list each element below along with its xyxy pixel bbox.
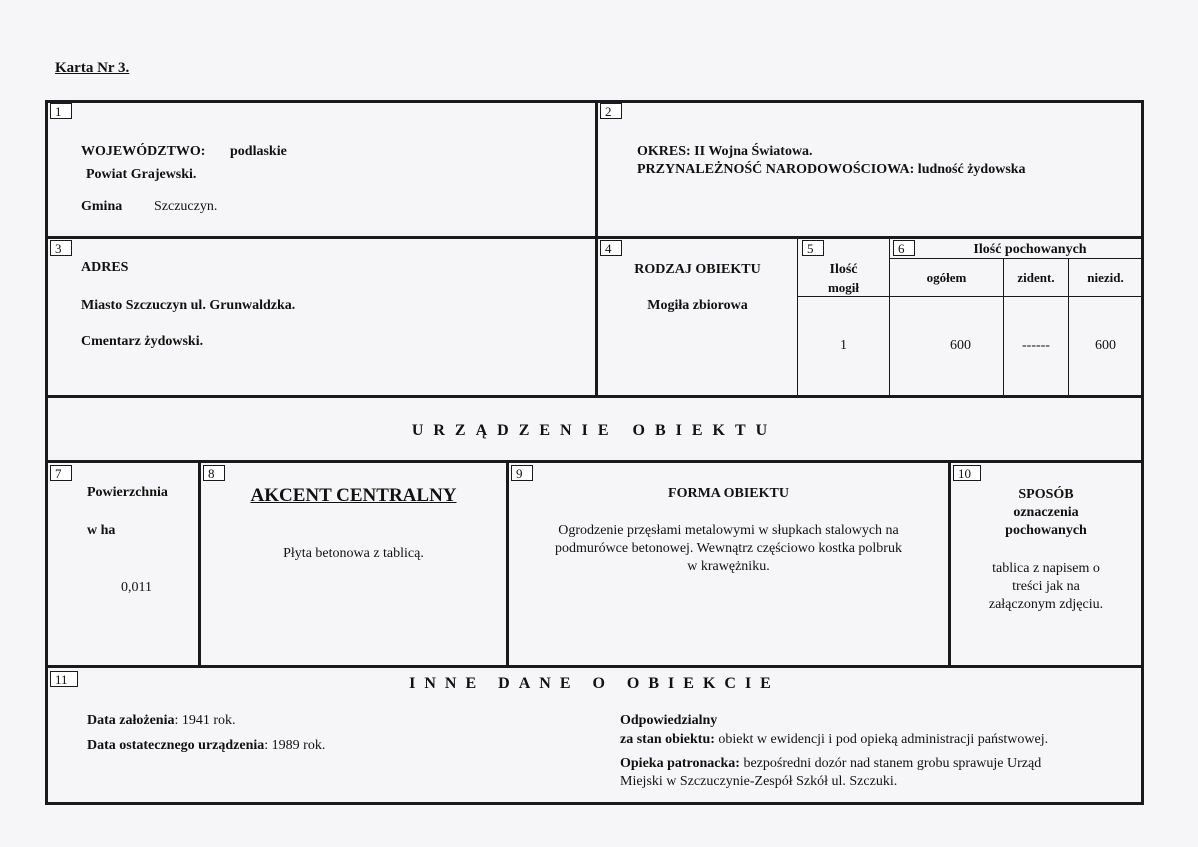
forma-obiektu-title: FORMA OBIEKTU: [668, 486, 789, 501]
opieka-patronacka-value: bezpośredni dozór nad stanem grobu sprawuje Urząd: [739, 756, 1042, 771]
col-ogolem: ogółem: [926, 270, 967, 285]
opieka-patronacka-line-2: Miejski w Szczuczynie-Zespół Szkół ul. Szczuki.: [620, 774, 898, 789]
inne-dane-title: INNE DANE O OBIEKCIE: [409, 675, 780, 692]
opieka-patronacka-label: Opieka patronacka:: [620, 756, 740, 771]
cell-number-10: 10: [953, 465, 981, 481]
section-title: URZĄDZENIE OBIEKTU: [411, 422, 778, 439]
ilosc-pochowanych-header: Ilość pochowanych: [973, 242, 1087, 257]
sposob-line-3: załączonym zdjęciu.: [988, 597, 1104, 612]
cell-number-6: 6: [893, 240, 915, 256]
stan-obiektu-label: za stan obiektu:: [620, 732, 715, 747]
forma-obiektu-line-1: Ogrodzenie przęsłami metalowymi w słupkach stalowych na: [558, 523, 899, 538]
akcent-centralny-title: AKCENT CENTRALNY: [250, 485, 457, 506]
stan-obiektu-value: obiekt w ewidencji i pod opieką administracji państwowej.: [714, 732, 1049, 747]
sposob-title: SPOSÓB: [1018, 487, 1074, 502]
forma-obiektu-line-3: w krawężniku.: [687, 559, 770, 574]
table-border-right: [1141, 100, 1144, 805]
odpowiedzialny-label: Odpowiedzialny: [620, 713, 718, 728]
sposob-sub-1: oznaczenia: [1013, 505, 1079, 520]
wojewodztwo-label: WOJEWÓDZTWO:: [81, 144, 206, 159]
gmina-value: Szczuczyn.: [154, 199, 218, 214]
row-divider: [45, 460, 1144, 463]
adres-miasto: Miasto Szczuczyn ul. Grunwaldzka.: [81, 298, 296, 313]
ilosc-mogil-label-1: Ilość: [829, 262, 858, 277]
val-zident: ------: [1022, 338, 1050, 353]
data-zalozenia-label: Data założenia: [87, 713, 175, 728]
cell-number-5: 5: [802, 240, 824, 256]
adres-cmentarz: Cmentarz żydowski.: [81, 334, 204, 349]
ilosc-mogil-value: 1: [840, 338, 847, 353]
val-niezid: 600: [1095, 338, 1116, 353]
cell-number-2: 2: [600, 103, 622, 119]
data-urzadzenia-value: : 1989 rok.: [264, 738, 326, 753]
akcent-centralny-value: Płyta betonowa z tablicą.: [283, 546, 424, 561]
col-divider: [889, 238, 890, 397]
cell-number-3: 3: [50, 240, 72, 256]
col-zident: zident.: [1017, 270, 1055, 285]
rodzaj-obiektu-value: Mogiła zbiorowa: [647, 298, 748, 313]
ilosc-mogil-label-2: mogił: [827, 280, 860, 295]
sposob-line-2: treści jak na: [1012, 579, 1080, 594]
data-urzadzenia-label: Data ostatecznego urządzenia: [87, 738, 265, 753]
row-divider: [45, 665, 1144, 668]
cell-number-1: 1: [50, 103, 72, 119]
cell-number-9: 9: [511, 465, 533, 481]
cell-number-7: 7: [50, 465, 72, 481]
sposob-sub-2: pochowanych: [1005, 523, 1087, 538]
data-zalozenia: [87, 712, 236, 731]
table-border-left: [45, 100, 48, 805]
data-zalozenia-value: : 1941 rok.: [174, 713, 236, 728]
cell-number-8: 8: [203, 465, 225, 481]
card-title: Karta Nr 3.: [55, 60, 130, 76]
gmina-label: Gmina: [81, 199, 123, 214]
table-border-bottom: [45, 802, 1144, 805]
powiat-text: Powiat Grajewski.: [86, 167, 197, 182]
cell-number-11: 11: [50, 671, 78, 687]
przynaleznosc-text: PRZYNALEŻNOŚĆ NARODOWOŚCIOWA: ludność żydowska: [637, 162, 1026, 177]
forma-obiektu-line-2: podmurówce betonowej. Wewnątrz częściowo kostka polbruk: [555, 541, 902, 556]
adres-label: ADRES: [81, 260, 129, 275]
opieka-patronacka: [620, 755, 1041, 774]
col-divider: [595, 100, 598, 398]
cell-number-4: 4: [600, 240, 622, 256]
data-urzadzenia: [87, 737, 325, 756]
sposob-line-1: tablica z napisem o: [992, 561, 1100, 576]
okres-text: OKRES: II Wojna Światowa.: [637, 144, 813, 159]
powierzchnia-value: 0,011: [121, 580, 152, 595]
val-ogolem: 600: [950, 338, 971, 353]
col-niezid: niezid.: [1087, 270, 1124, 285]
rodzaj-obiektu-label: RODZAJ OBIEKTU: [634, 262, 761, 277]
stan-obiektu: [620, 731, 1048, 750]
powierzchnia-label: Powierzchnia: [87, 485, 168, 500]
powierzchnia-unit: w ha: [87, 523, 116, 538]
wojewodztwo-value: podlaskie: [230, 144, 287, 159]
